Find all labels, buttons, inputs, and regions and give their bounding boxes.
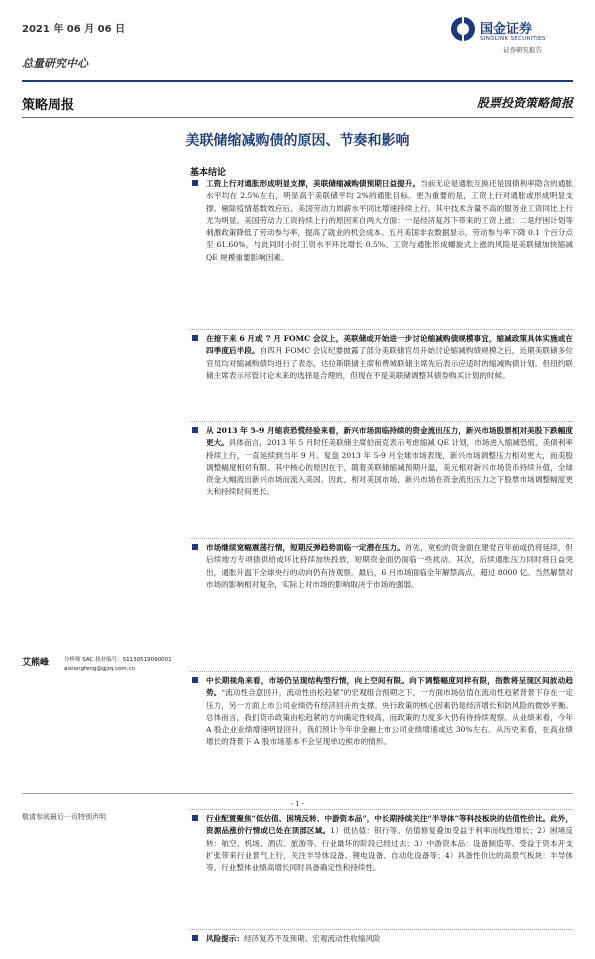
summary-item: [190, 809, 573, 929]
bullet-square-icon: [192, 427, 198, 433]
bullet-square-icon: [192, 335, 198, 341]
bullet-square-icon: [192, 677, 198, 683]
analyst-certification: 分析师 SAC 执业编号：S1130519090001: [64, 657, 172, 663]
summary-item-text: 当前无论是通胀互换还是国债利率隐含的通胀水平均在 2.5%左右，明显高于美联储平均 2%的通胀目标。更为重要的是，工资上行对通胀或形成明显支撑。剔除疫情基数效应后，美国劳动力周薪水平同比增速持续上行，其中技术含量不高的服务业工资同比上行尤为明显。美国劳动力工资持续上行的原因来自两大方面：一是经济复苏下带来的工资上涨；二是纾困计划等刺激政策降低了劳动参与率，提高了就业的机会成本。五月美国非农数据显示，劳动参与率下降 0.1 个百分点至 61.60%，与此同时小时工资水平环比增长 0.5%。工资与通胀形成螺旋式上涨的风险是美联储加快缩减 QE 规模重要影响因素。: [206, 179, 574, 262]
summary-item: [190, 929, 573, 959]
header-divider: [22, 80, 573, 82]
footer-disclaimer: 敬请参阅最后一页特别声明: [22, 813, 106, 821]
summary-item: [190, 671, 573, 809]
summary-item: [190, 329, 573, 421]
summary-item-text: 具体而言，2013 年 5 月时任美联储主席伯南克表示考虑缩减 QE 计划，市场进入缩减恐慌，美债利率持续上行，一直延续到当年 9 月。复盘 2013 年 5-9 月全球市场表现，新兴市场调整压力相对更大，而美股调整幅度相对有限。其中核心的原因在于，随着美联储缩减预期升温，美元相对新兴市场货币持续升值，全球资金大幅流出新兴市场而流入美国。因此，相对美国市场，新兴市场在资金流出压力之下股票市场调整幅度更大和持续时间更长。: [206, 438, 574, 497]
bullet-square-icon: [192, 815, 198, 821]
section-heading: 基本结论: [190, 168, 227, 178]
bullet-square-icon: [192, 544, 198, 550]
summary-item-text: 自四月 FOMC 会议纪要披露了部分美联储官员开始讨论缩减购债规模之后，近期美联储多位官员均对缩减购债均进行了表态，达拉斯联储主席和费城联储主席先后表示应适时的缩减购债计划。但纽约联储主席表示尽管讨论未来的选择是合理的，但现在不是美联储调整其债券购买计划的时候。: [206, 346, 574, 380]
research-center-name: 总量研究中心: [22, 57, 88, 70]
summary-item: [190, 421, 573, 538]
sinolink-logo-icon: [450, 16, 476, 42]
summary-item-text: 经济复苏不及预期、宏观流动性收缩风险: [243, 934, 381, 943]
summary-item-lead: 市场继续宽幅震荡行情，短期反弹趋势面临一定潜在压力。: [206, 543, 405, 552]
page-number: - 1 -: [290, 800, 305, 808]
footer-divider: [22, 793, 573, 794]
summary-item: [190, 538, 573, 671]
report-type: 策略周报: [22, 98, 75, 113]
report-title: 美联储缩减购债的原因、节奏和影响: [185, 133, 410, 149]
report-date: 2021 年 06 月 06 日: [22, 24, 126, 35]
bullet-square-icon: [192, 935, 198, 941]
summary-item-text: 1）低估值：银行等。估值修复叠加受益于利率而线性增长；2）困境反转：航空、机场、酒店、旅游等。行业最坏的阶段已经过去；3）中游资本品：设备制造等。受益于资本开支扩张带来行业景气上行，关注半导体设备、锂电设备、自动化设备等；4）具备性价比的高景气板块：半导体等。行业整体业绩高增长同时具备确定性和持续性。: [206, 826, 573, 873]
summary-item-lead: 风险提示：: [206, 934, 244, 943]
analyst-block: [22, 655, 182, 672]
analyst-email[interactable]: aixiongfeng@gjzq.com.cn: [64, 666, 135, 672]
bullet-square-icon: [192, 180, 198, 186]
summary-item-lead: 工资上行对通胀形成明显支撑，美联储缩减购债预期日益提升。: [206, 179, 421, 188]
logo-text-en: SINOLINK SECURITIES: [480, 36, 546, 42]
summary-item: [190, 178, 573, 329]
analyst-details: [64, 656, 172, 674]
analyst-name: 艾熊峰: [22, 658, 50, 668]
subheader-divider: [22, 117, 573, 118]
logo-text-cn: 国金证券: [480, 22, 533, 37]
summary-item-text: “流动性合意回升，流动性由松趋紧”的宏观组合预期之下，一方面市场估值在流动性趋紧背景下存在一定压力，另一方面上市公司业绩仍有经济回升的支撑。央行政策的核心因素仍是经济增长和防风险的微妙平衡。总体而言，我们货币政策由松趋紧的方向确定性较高，而政策的力度多大仍有待持续观察。从业绩来看，今年 A 股企业业绩增速明显回升，我们预计今年非金融上市公司业绩增速或达 30%左右。从历史来看，在高业绩增长的背景下 A 股市场基本不会呈现单边熊市的情形。: [206, 688, 574, 747]
summary-item-lead: 行业配置聚焦“低估值、困境反转、中游资本品”，中长期持续关注“半导体”等科技板块的估值性价比。此外，资源品涨价行情或已处在顶部区域。: [206, 814, 573, 836]
summary-item-lead: 在接下来 6 月或 7 月 FOMC 会议上，美联储或开始进一步讨论缩减购债规模事宜，缩减政策具体实施或在四季度后半段。: [206, 334, 573, 356]
report-subtitle: 股票投资策略简报: [476, 96, 573, 110]
summary-item-lead: 中长期视角来看，市场仍呈现结构型行情，向上空间有限。向下调整幅度同样有限，指数将呈现区间波动趋势。: [206, 676, 573, 698]
securities-research-tag: 证券研究报告: [503, 46, 542, 54]
summary-item-lead: 从 2013 年 5-9 月缩表恐慌经验来看，新兴市场面临持续的资金流出压力，新兴市场股票相对美股下跌幅度更大。: [206, 426, 573, 448]
summary-item-text: 首先，宽松的资金面在建党百年前或仍将延续，但后续地方专项债供给或环比持续加快投放，短期资金面仍面临一些扰动。其次，后续通胀压力同时将日益突出，通胀升温下全球央行的动向仍有待观察。最后，6 月市场面临全年解禁高点，超过 8000 亿。当然解禁对市场的影响相对复杂，实际上对市场的影响取决于市场的强弱。: [206, 543, 574, 589]
